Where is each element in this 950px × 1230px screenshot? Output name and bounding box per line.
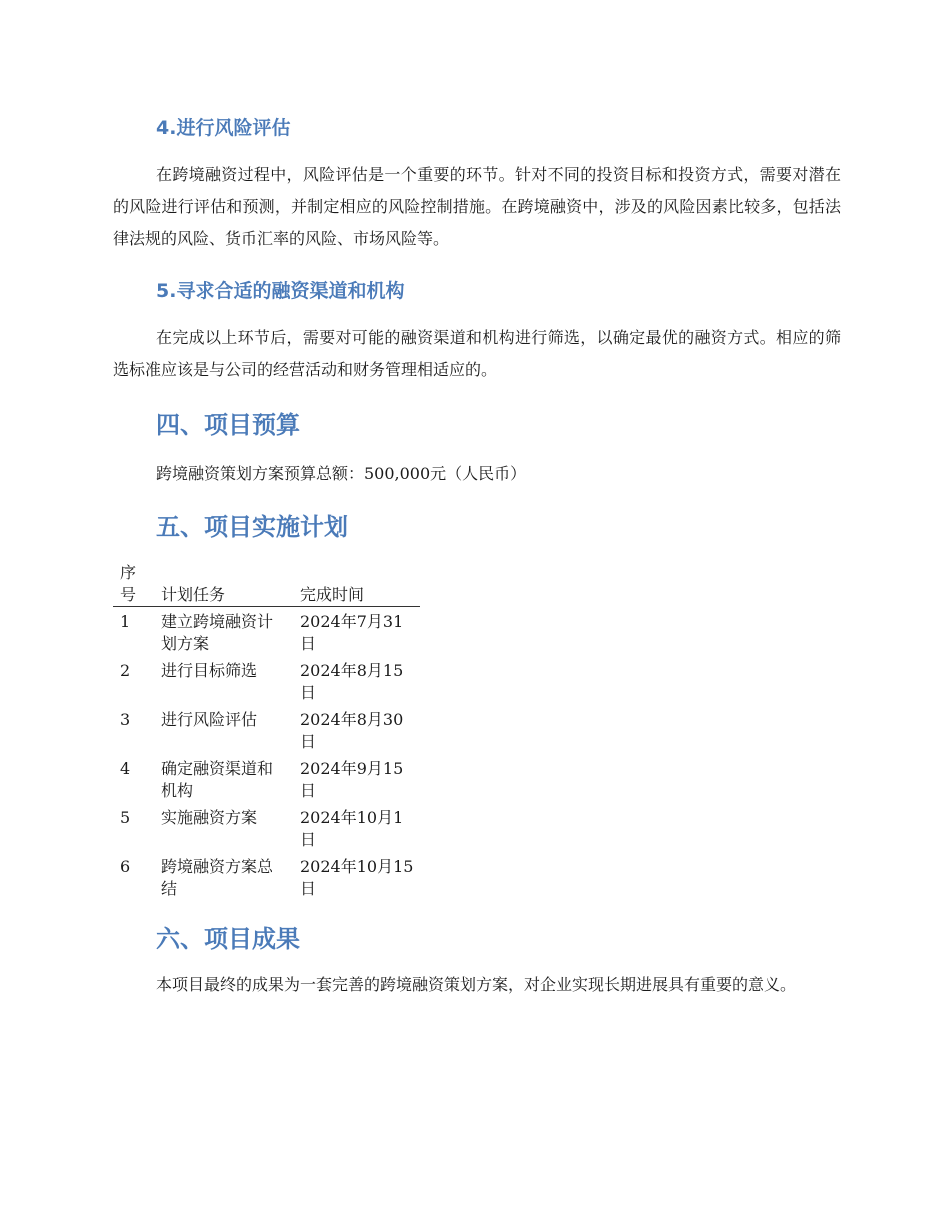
heading-risk-assessment: 4.进行风险评估 xyxy=(156,117,291,139)
plan-table-header xyxy=(113,562,420,607)
row-task: 进行风险评估 xyxy=(161,710,258,729)
row-date: 2024年8月15日 xyxy=(300,661,404,702)
table-row xyxy=(113,805,420,854)
row-date: 2024年9月15日 xyxy=(300,759,404,800)
row-task: 实施融资方案 xyxy=(161,808,258,827)
paragraph-financing-channels: 在完成以上环节后，需要对可能的融资渠道和机构进行筛选，以确定最优的融资方式。相应的筛选标准应该是与公司的经营活动和财务管理相适应的。 xyxy=(113,328,841,379)
heading-implementation-plan: 五、项目实施计划 xyxy=(156,513,348,541)
row-task: 跨境融资方案总结 xyxy=(161,857,274,898)
table-row xyxy=(113,854,420,903)
row-no: 3 xyxy=(120,710,131,729)
table-row xyxy=(113,658,420,707)
row-task: 确定融资渠道和机构 xyxy=(161,759,274,800)
budget-text: 跨境融资策划方案预算总额：500,000元（人民币） xyxy=(156,464,527,483)
row-date: 2024年8月30日 xyxy=(300,710,404,751)
results-text: 本项目最终的成果为一套完善的跨境融资策划方案，对企业实现长期进展具有重要的意义。 xyxy=(156,975,797,994)
row-no: 6 xyxy=(120,857,131,876)
row-date: 2024年7月31日 xyxy=(300,612,404,653)
row-no: 5 xyxy=(120,808,131,827)
paragraph-risk-assessment: 在跨境融资过程中，风险评估是一个重要的环节。针对不同的投资目标和投资方式，需要对潜在的风险进行评估和预测，并制定相应的风险控制措施。在跨境融资中，涉及的风险因素比较多，包括法律法规的风险、货币汇率的风险、市场风险等。 xyxy=(113,165,841,248)
heading-financing-channels: 5.寻求合适的融资渠道和机构 xyxy=(156,280,405,302)
table-row xyxy=(113,707,420,756)
row-no: 1 xyxy=(120,612,131,631)
row-task: 进行目标筛选 xyxy=(161,661,258,680)
row-task: 建立跨境融资计划方案 xyxy=(161,612,274,653)
table-row xyxy=(113,607,420,659)
column-header-no: 序号 xyxy=(113,562,154,607)
row-no: 2 xyxy=(120,661,131,680)
table-row xyxy=(113,756,420,805)
column-header-date: 完成时间 xyxy=(293,562,420,607)
row-no: 4 xyxy=(120,759,131,778)
column-header-task: 计划任务 xyxy=(154,562,293,607)
row-date: 2024年10月1日 xyxy=(300,808,404,849)
heading-results: 六、项目成果 xyxy=(156,925,300,953)
row-date: 2024年10月15日 xyxy=(300,857,414,898)
plan-table xyxy=(113,562,420,903)
heading-budget: 四、项目预算 xyxy=(156,411,300,439)
